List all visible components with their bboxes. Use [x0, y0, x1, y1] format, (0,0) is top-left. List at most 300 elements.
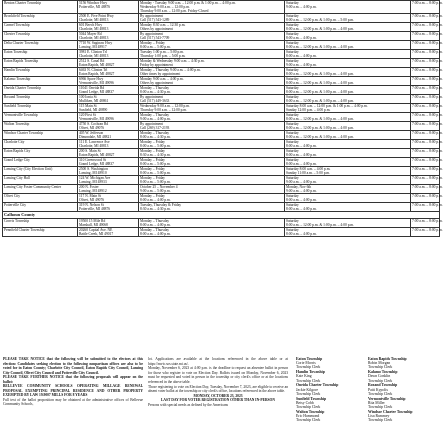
weekday-hours-cell — [139, 219, 285, 228]
weekend-hours-cell-line: Saturday — [286, 68, 299, 72]
schedule-row — [3, 167, 440, 176]
election-day-hours-cell: 7:00 a.m. – 8:00 p.m. — [411, 77, 440, 86]
address-cell — [78, 1, 139, 14]
election-day-hours-cell: 7:00 a.m. – 8:00 p.m. — [411, 228, 440, 237]
address-cell-line: 11041 Oneida Rd — [79, 86, 105, 90]
address-cell-line: Charlotte, MI 48813 — [79, 36, 109, 40]
clerk-signature-block — [296, 410, 368, 423]
weekend-hours-cell-line: 8:00 a.m. – 12:00 p.m. & 1:00 p.m. – 5:00 p.m. — [286, 18, 355, 22]
weekend-hours-cell-line: Saturday — [286, 219, 299, 223]
address-cell-line: 115 Main St — [79, 104, 97, 108]
election-day-hours-cell: 7:00 a.m. – 8:00 p.m. — [411, 32, 440, 41]
weekend-hours-cell-line: Sunday 12:00 p.m. – 4:00 p.m. — [286, 108, 331, 112]
weekday-hours-cell-line: 8:00 a.m. – 5:00 p.m. — [140, 171, 171, 175]
weekday-hours-cell — [139, 1, 285, 14]
schedule-row — [3, 122, 440, 131]
election-day-hours-cell: 7:00 a.m. – 8:00 p.m. — [411, 203, 440, 212]
weekday-hours-cell-line: Others by appointment — [140, 81, 173, 85]
weekend-hours-cell — [285, 1, 411, 14]
weekend-hours-cell — [285, 140, 411, 149]
weekday-hours-cell — [139, 14, 285, 23]
weekend-hours-cell-line: 8:00 a.m. – 4:00 p.m. — [286, 198, 317, 202]
early-voting-schedule-table — [2, 0, 443, 237]
weekday-hours-cell-line: 9:00 a.m. – 5:00 p.m. — [140, 189, 171, 193]
election-day-hours-cell: 7:00 a.m. – 8:00 p.m. — [411, 1, 440, 14]
address-cell-line: 310 Greenwood St — [79, 158, 106, 162]
address-cell — [78, 194, 139, 203]
weekend-hours-cell — [285, 185, 411, 194]
address-cell-line: Battle Creek, MI 49017 — [79, 232, 114, 236]
address-cell-line: Grand Ledge, MI 48837 — [79, 162, 114, 166]
county-header-row — [3, 212, 440, 219]
location-cell: Delta Charter Township — [3, 41, 78, 50]
weekday-hours-cell-line: Others by appointment — [140, 27, 173, 31]
schedule-row — [3, 176, 440, 185]
election-day-hours-cell: 7:00 a.m. – 8:00 p.m. — [411, 104, 440, 113]
location-cell: Brookfield Township — [3, 14, 78, 23]
clerk-signature-block — [296, 383, 368, 396]
weekend-hours-cell-line: 8:00 a.m. – 12:00 p.m. & 1:00 p.m. – 4:00 p.m. — [286, 99, 355, 103]
notice-column — [3, 357, 143, 407]
election-day-hours-cell: 7:00 a.m. – 8:00 p.m. — [411, 14, 440, 23]
location-cell: Vermontville Township — [3, 113, 78, 122]
address-cell-line: 4750 S. Cochran Rd — [79, 122, 109, 126]
jurisdiction-name: Sunfield Township — [296, 396, 327, 401]
county-heading: Calhoun County — [3, 212, 440, 219]
address-cell — [78, 167, 139, 176]
clerk-name: Kate King — [296, 374, 312, 379]
weekend-hours-cell-line: 8:00 a.m. – 12:00 p.m. & 1:00 p.m. – 4:00 p.m. — [286, 81, 355, 85]
weekday-hours-cell — [139, 59, 285, 68]
jurisdiction-name: Eaton Rapids Township — [368, 357, 407, 361]
location-cell: Hamlin Township — [3, 68, 78, 77]
weekend-hours-cell-line: 8:00 a.m. – 4:00 p.m. — [286, 162, 317, 166]
weekday-hours-cell-line: Friday by appointment — [140, 63, 173, 67]
location-cell: Lansing City Hall — [3, 176, 78, 185]
weekend-hours-cell-line: Saturday — [286, 113, 299, 117]
election-day-hours-cell: 7:00 a.m. – 8:00 p.m. — [411, 86, 440, 95]
election-day-hours-cell: 7:00 a.m. – 8:00 p.m. — [411, 59, 440, 68]
address-cell — [78, 104, 139, 113]
weekend-hours-cell — [285, 68, 411, 77]
election-day-hours-cell: 7:00 a.m. – 8:00 p.m. — [411, 122, 440, 131]
weekday-hours-cell-line: Monday & Wednesday 9:00 a.m. – 4:30 p.m. — [140, 59, 205, 63]
schedule-row — [3, 68, 440, 77]
weekend-hours-cell — [285, 32, 411, 41]
location-cell: Convis Township — [3, 219, 78, 228]
weekday-hours-cell — [139, 32, 285, 41]
clerk-list-left — [296, 357, 368, 423]
weekday-hours-cell-line: Call (517) 543-7709 — [140, 36, 170, 40]
weekday-hours-cell-line: Monday – Friday — [140, 176, 165, 180]
weekend-hours-cell-line: 8:00 a.m. – 4:00 p.m. — [286, 232, 317, 236]
election-day-hours-cell: 7:00 a.m. – 8:00 p.m. — [411, 158, 440, 167]
weekday-hours-cell — [139, 194, 285, 203]
address-cell-line: Eaton Rapids, MI 48827 — [79, 72, 115, 76]
weekday-hours-cell — [139, 140, 285, 149]
weekend-hours-cell — [285, 158, 411, 167]
weekday-hours-cell — [139, 86, 285, 95]
location-cell: Chester Township — [3, 32, 78, 41]
schedule-row — [3, 104, 440, 113]
election-day-hours-cell: 7:00 a.m. – 8:00 p.m. — [411, 149, 440, 158]
address-cell-line: Potterville, MI 48876 — [79, 5, 111, 9]
address-cell-line: Charlotte, MI 48813 — [79, 18, 109, 22]
weekend-hours-cell-line: Saturday — [286, 140, 299, 144]
location-cell: Eaton Rapids City — [3, 149, 78, 158]
weekday-hours-cell-line: Monday – Friday — [140, 149, 165, 153]
election-day-hours-cell: 7:00 a.m. – 8:00 p.m. — [411, 23, 440, 32]
schedule-row — [3, 228, 440, 237]
weekday-hours-cell — [139, 23, 285, 32]
schedule-row — [3, 113, 440, 122]
weekday-hours-cell — [139, 228, 285, 237]
location-cell: Charlotte City — [3, 140, 78, 149]
weekday-hours-cell-line: Monday – Thursday — [140, 219, 170, 223]
weekday-hours-cell — [139, 104, 285, 113]
address-cell-line: 200 S. Main St — [79, 149, 101, 153]
notice-proposals-intro: PLEASE TAKE FURTHER NOTICE that the following proposals will appear on the ballot: — [3, 375, 143, 384]
weekday-hours-cell — [139, 158, 285, 167]
weekend-hours-cell-line: Saturday — [286, 23, 299, 27]
address-cell-line: 6463 N. Clinton Trl — [79, 68, 108, 72]
clerk-title: Township Clerk — [296, 405, 321, 410]
address-cell-line: Sunfield, MI 48890 — [79, 108, 108, 112]
schedule-body — [3, 1, 443, 237]
address-cell-line: 20260 Capital Ave. NE — [79, 228, 113, 232]
address-cell — [78, 86, 139, 95]
schedule-row — [3, 41, 440, 50]
clerk-list-right — [368, 357, 440, 423]
weekday-hours-cell-line: Monday 8:30 a.m. – 12:30 p.m. — [140, 23, 186, 27]
weekend-hours-cell — [285, 149, 411, 158]
address-cell-line: Charlotte, MI 48813 — [79, 27, 109, 31]
location-cell: Carmel Township — [3, 23, 78, 32]
weekend-hours-cell-line: 8:00 a.m. – 4:00 p.m. — [286, 144, 317, 148]
weekend-hours-cell-line: 8:00 a.m. – 4:00 p.m. — [286, 153, 317, 157]
address-cell-line: 5156 Windsor Hwy — [79, 1, 108, 5]
weekend-hours-cell-line: Monday, Nov 6th — [286, 185, 312, 189]
weekday-hours-cell-line: Monday - Tuesday 9:00 a.m. – 12:00 p.m. & 1:00 p.m. – 4:00 p.m. — [140, 1, 236, 5]
election-day-paragraph: Those registering to vote on Election Day, Tuesday, November 7, 2023, are eligible to receive an absent voter ballot at the township or city clerk's office, locations referenced in the above table. — [148, 384, 288, 394]
weekend-hours-cell-line: 8:00 a.m. – 12:00 p.m. & 1:00 p.m. – 4:00 p.m. — [286, 135, 355, 139]
jurisdiction-name: Vermontville Township — [368, 396, 406, 401]
address-cell-line: Grand Ledge, MI 48837 — [79, 90, 114, 94]
weekend-hours-cell-line: Saturday — [286, 228, 299, 232]
address-cell-line: Marshall, MI 49068 — [79, 223, 108, 227]
weekend-hours-cell-line: Saturday — [286, 50, 299, 54]
proposal-text: Full text of the ballot proposition may be obtained at the administrative offices of Bellevue Community Schools, — [3, 397, 143, 406]
weekend-hours-cell — [285, 113, 411, 122]
weekend-hours-cell-line: Saturday — [286, 14, 299, 18]
schedule-row — [3, 14, 440, 23]
clerk-title: Township Clerk — [296, 418, 321, 423]
clerk-signature-block — [368, 383, 440, 396]
address-cell-line: Olivet, MI 49076 — [79, 126, 105, 130]
weekend-hours-cell-line: Saturday 8:00 a.m. – 12:00 p.m. & 1:00 p.m. – 4:00 p.m. — [286, 104, 368, 108]
address-cell — [78, 219, 139, 228]
weekday-hours-cell-line: Monday – Thursday — [140, 86, 170, 90]
clerk-title: Township Clerk — [368, 418, 393, 423]
clerk-signature-block — [296, 370, 368, 383]
address-cell-line: Olivet, MI 49076 — [79, 198, 105, 202]
location-cell: Sunfield Township — [3, 104, 78, 113]
schedule-row — [3, 140, 440, 149]
address-cell-line: 5044 Mayer Rd — [79, 32, 102, 36]
clerk-title: Township Clerk — [368, 405, 393, 410]
weekday-hours-cell-line: Wednesday 9:00 a.m. – 12:00 p.m. — [140, 5, 190, 9]
address-cell-line: Vermontville, MI 49096 — [79, 81, 114, 85]
address-cell-line: 7710 W. Saginaw Hwy — [79, 41, 113, 45]
schedule-row — [3, 95, 440, 104]
weekday-hours-cell-line: By appointment — [140, 122, 164, 126]
weekend-hours-cell-line: Saturday — [286, 77, 299, 81]
address-cell — [78, 59, 139, 68]
weekend-hours-cell-line: 8:00 a.m. – 4:00 p.m. — [286, 36, 317, 40]
weekday-hours-cell — [139, 50, 285, 59]
jurisdiction-name: Windsor Charter Township — [368, 409, 413, 414]
weekend-hours-cell — [285, 131, 411, 140]
weekday-hours-cell — [139, 113, 285, 122]
address-cell — [78, 228, 139, 237]
address-cell-line: 200 N. Foster — [79, 185, 99, 189]
schedule-row — [3, 149, 440, 158]
notice-paragraph: PLEASE TAKE NOTICE that the following will be submitted to the electors at this election: Candidates seeking election to the following nonpartisan offices are also to be voted for in Eaton County; Charlotte City Council, Eaton Rapids City Council, Lansing City Council, Olivet City Council and Potterville City Council. — [3, 357, 143, 375]
weekend-hours-cell-line: Saturday — [286, 149, 299, 153]
location-cell: Olivet City — [3, 194, 78, 203]
address-cell-line: 100 Ionia St — [79, 95, 97, 99]
schedule-row — [3, 1, 440, 14]
deadline-paragraph: Monday, November 6, 2023 at 4:00 p.m. is the deadline to request an absentee ballot in person for those who register to vote on Election Day. Ballots issued on Monday, November 6, 2023 must be requested and voted in person in the township or city clerk's office or at the locations referenced in the above table. — [148, 366, 288, 384]
address-cell — [78, 149, 139, 158]
weekend-hours-cell-line: Saturday — [286, 41, 299, 45]
address-cell — [78, 113, 139, 122]
weekday-hours-cell-line: Monday 9:00 a.m. – 4:00 p.m. — [140, 77, 184, 81]
clerk-name: Patti Kypolis — [368, 387, 388, 392]
weekend-hours-cell — [285, 14, 411, 23]
address-cell-line: Potterville, MI 48876 — [79, 207, 111, 211]
weekday-hours-cell — [139, 203, 285, 212]
clerk-signature-block — [368, 410, 440, 423]
weekday-hours-cell-line: Thursday 1:00 p.m. – 5:00 p.m. — [140, 54, 186, 58]
address-cell-line: Lansing, MI 48917 — [79, 45, 107, 49]
address-cell-line: Lansing, MI 48933 — [79, 180, 107, 184]
clerk-title: Township Clerk — [296, 378, 321, 383]
weekday-hours-cell-line: Call (269) 317-2193 — [140, 126, 170, 130]
weekday-hours-cell-line: By appointment — [140, 95, 164, 99]
clerk-title: Township Clerk — [368, 378, 393, 383]
weekend-hours-cell-line: Saturday — [286, 176, 299, 180]
jurisdiction-name: Hamlin Township — [296, 370, 325, 375]
address-cell-line: Eaton Rapids, MI 48827 — [79, 63, 115, 67]
weekday-hours-cell-line: Monday – Friday — [140, 158, 165, 162]
jurisdiction-name: Roxand Township — [368, 383, 398, 388]
weekend-hours-cell — [285, 122, 411, 131]
election-day-hours-cell: 7:00 a.m. – 8:00 p.m. — [411, 140, 440, 149]
weekend-hours-cell-line: Sunday 11:00 a.m. – 5:00 p.m. — [286, 171, 331, 175]
address-cell — [78, 95, 139, 104]
weekend-hours-cell — [285, 95, 411, 104]
address-cell-line: 2500 S. Washington — [79, 167, 108, 171]
schedule-row — [3, 219, 440, 228]
location-cell: Kalamo Township — [3, 77, 78, 86]
weekend-hours-cell — [285, 104, 411, 113]
weekend-hours-cell — [285, 219, 411, 228]
weekday-hours-cell-line: 8:30 a.m. – 4:30 p.m. — [140, 207, 171, 211]
weekday-hours-cell-line: Monday – Friday — [140, 194, 165, 198]
clerk-signature-block — [368, 357, 440, 370]
address-cell — [78, 32, 139, 41]
weekend-hours-cell-line: 8:00 a.m. – 12:00 p.m. & 1:00 p.m. – 4:00 p.m. — [286, 27, 355, 31]
weekend-hours-cell — [285, 228, 411, 237]
location-cell: Eaton Rapids Township — [3, 59, 78, 68]
location-cell: Potterville City — [3, 203, 78, 212]
address-cell — [78, 41, 139, 50]
election-day-hours-cell: 7:00 a.m. – 8:00 p.m. — [411, 41, 440, 50]
weekend-hours-cell — [285, 203, 411, 212]
election-day-hours-cell: 7:00 a.m. – 8:00 p.m. — [411, 113, 440, 122]
weekend-hours-cell — [285, 167, 411, 176]
election-day-hours-cell: 7:00 a.m. – 8:00 p.m. — [411, 167, 440, 176]
weekend-hours-cell-line: 9:00 a.m. – 4:00 p.m. — [286, 180, 317, 184]
schedule-row — [3, 23, 440, 32]
weekend-hours-cell-line: Saturday — [286, 158, 299, 162]
clerk-name: Lisa Rummey — [368, 414, 390, 419]
weekday-hours-cell-line: Monday – Friday — [140, 140, 165, 144]
address-cell-line: Charlotte, MI 48813 — [79, 144, 109, 148]
weekend-hours-cell-line: 9:00 a.m. – 4:00 p.m. — [286, 5, 317, 9]
weekend-hours-cell — [285, 59, 411, 68]
weekday-hours-cell-line: By appointment — [140, 32, 164, 36]
weekend-hours-cell-line: 8:00 a.m. – 12:00 p.m. & 1:00 p.m. – 4:00 p.m. — [286, 126, 355, 130]
weekend-hours-cell — [285, 86, 411, 95]
clerk-name: Robin Morgan — [368, 361, 391, 366]
weekday-hours-cell — [139, 122, 285, 131]
address-cell — [78, 50, 139, 59]
weekday-hours-cell-line: October 25 – November 4 — [140, 185, 178, 189]
location-cell: Pennfield Charter Township — [3, 228, 78, 237]
weekday-hours-cell — [139, 41, 285, 50]
address-cell-line: Vermontville, MI 49096 — [79, 117, 114, 121]
weekday-hours-cell-line: Thursday 9:00 a.m. – 12:00 p.m. Friday-Closed — [140, 9, 209, 13]
weekday-hours-cell-line: 8:00 a.m. – 5:00 p.m. — [140, 45, 171, 49]
weekday-hours-cell-line: Monday – Friday — [140, 167, 165, 171]
special-needs-paragraph: Persons with special needs as defined by the Americans — [148, 402, 229, 407]
address-cell-line: 19500 15 Mile Rd — [79, 219, 106, 223]
weekday-hours-cell — [139, 176, 285, 185]
weekend-hours-cell-line: Saturday — [286, 1, 299, 5]
weekday-hours-cell-line: Call (517) 543-1289 — [140, 18, 170, 22]
weekday-hours-cell-line: Wednesday 9:00 a.m. – 12:00 p.m. — [140, 104, 190, 108]
weekday-hours-cell — [139, 131, 285, 140]
registration-heading-date: MONDAY, OCTOBER 23, 2023 — [193, 393, 243, 398]
weekend-hours-cell — [285, 176, 411, 185]
application-paragraph: lot. Applications are available at the locations referenced in the above table or at https://mvic.sos.state.mi.us/. — [148, 357, 288, 366]
address-cell-line: 3981 E. Clinton Trl — [79, 50, 107, 54]
weekend-hours-cell-line: Saturday — [286, 122, 299, 126]
clerk-title: Township Clerk — [368, 391, 393, 396]
schedule-row — [3, 59, 440, 68]
weekend-hours-cell — [285, 50, 411, 59]
clerk-signature-block — [368, 370, 440, 383]
weekday-hours-cell-line: 8:00 a.m. – 4:00 p.m. — [140, 232, 171, 236]
weekday-hours-cell-line: 8:00 a.m. – 4:00 p.m. — [140, 223, 171, 227]
location-cell: Windsor Charter Township — [3, 131, 78, 140]
weekend-hours-cell-line: 8:00 a.m. – 12:00 p.m. & 1:00 p.m. – 4:00 p.m. — [286, 223, 355, 227]
weekend-hours-cell-line: Saturday — [286, 194, 299, 198]
schedule-row — [3, 32, 440, 41]
weekday-hours-cell-line: 8:00 a.m. – 4:30 p.m. — [140, 90, 171, 94]
weekend-hours-cell — [285, 194, 411, 203]
schedule-row — [3, 86, 440, 95]
weekday-hours-cell-line: Monday – Friday — [140, 41, 165, 45]
address-cell — [78, 23, 139, 32]
election-day-hours-cell: 7:00 a.m. – 8:00 p.m. — [411, 185, 440, 194]
weekend-hours-cell-line: Saturday 8:00 a.m. – 4:00 p.m. — [286, 167, 331, 171]
weekday-hours-cell-line: Other times by appointment — [140, 72, 181, 76]
weekday-hours-cell-line: 9:00 a.m. – 4:00 p.m. — [140, 117, 171, 121]
election-day-hours-cell: 7:00 a.m. – 8:00 p.m. — [411, 219, 440, 228]
weekday-hours-cell — [139, 95, 285, 104]
location-cell: Benton Charter Township — [3, 1, 78, 14]
location-cell: Roxand Township — [3, 95, 78, 104]
election-day-hours-cell: 7:00 a.m. – 8:00 p.m. — [411, 176, 440, 185]
location-cell: Walton Township — [3, 122, 78, 131]
clerk-name: Betsy Cobb — [296, 400, 314, 405]
address-cell — [78, 158, 139, 167]
weekday-hours-cell-line: 8:00 a.m. – 4:00 p.m. — [140, 198, 171, 202]
address-cell-line: 2500 E. Five Point Hwy — [79, 14, 114, 18]
address-cell-line: Lansing, MI 48912 — [79, 189, 107, 193]
location-cell: Oneida Charter Township — [3, 86, 78, 95]
address-cell — [78, 131, 139, 140]
weekend-hours-cell-line: 9:00 a.m. – 4:00 p.m. — [286, 63, 317, 67]
address-cell-line: 319 N. Nelson St — [79, 203, 104, 207]
weekend-hours-cell-line: 8:00 a.m. – 12:00 p.m. & 1:00 p.m. – 4:00 p.m. — [286, 72, 355, 76]
schedule-row — [3, 185, 440, 194]
address-cell-line: 601 Beech Hwy — [79, 23, 103, 27]
clerk-name: Rita Miller — [368, 400, 385, 405]
weekday-hours-cell-line: By appointment — [140, 14, 164, 18]
registration-heading: LAST DAY FOR VOTER REGISTRATION OTHER THAN IN-PERSON — [161, 398, 275, 403]
address-cell-line: 120 First St — [79, 113, 96, 117]
weekday-hours-cell-line: 8:00 a.m. – 5:00 p.m. — [140, 162, 171, 166]
schedule-row — [3, 158, 440, 167]
weekday-hours-cell — [139, 77, 285, 86]
address-cell — [78, 68, 139, 77]
weekend-hours-cell — [285, 23, 411, 32]
address-cell-line: 6966 Spore Hwy — [79, 77, 104, 81]
schedule-row — [3, 203, 440, 212]
address-cell — [78, 77, 139, 86]
jurisdiction-name: Walton Township — [296, 409, 325, 414]
clerk-title: Township Clerk — [296, 391, 321, 396]
address-cell — [78, 203, 139, 212]
address-cell-line: Charlotte, MI 48813 — [79, 54, 109, 58]
location-cell: Lansing City Foster Community Center — [3, 185, 78, 194]
weekend-hours-cell-line: 9:00 a.m. – 4:00 p.m. — [286, 189, 317, 193]
clerk-title: Township Clerk — [368, 365, 393, 370]
weekend-hours-cell-line: Saturday — [286, 203, 299, 207]
weekday-hours-cell-line: 8:30 a.m. – 4:30 p.m. — [140, 153, 171, 157]
address-cell-line: Dimondale, MI 48821 — [79, 135, 112, 139]
jurisdiction-name: Kalamo Township — [368, 370, 398, 375]
weekend-hours-cell-line: 8:00 a.m. – 12:00 p.m. & 1:00 p.m. – 4:00 p.m. — [286, 90, 355, 94]
weekday-hours-cell-line: Monday – Thursday — [140, 113, 170, 117]
weekday-hours-cell-line: Monday – Thursday — [140, 228, 170, 232]
weekday-hours-cell-line: Call (517) 449-3633 — [140, 99, 170, 103]
address-cell-line: 124 W. Michigan Ave — [79, 176, 111, 180]
